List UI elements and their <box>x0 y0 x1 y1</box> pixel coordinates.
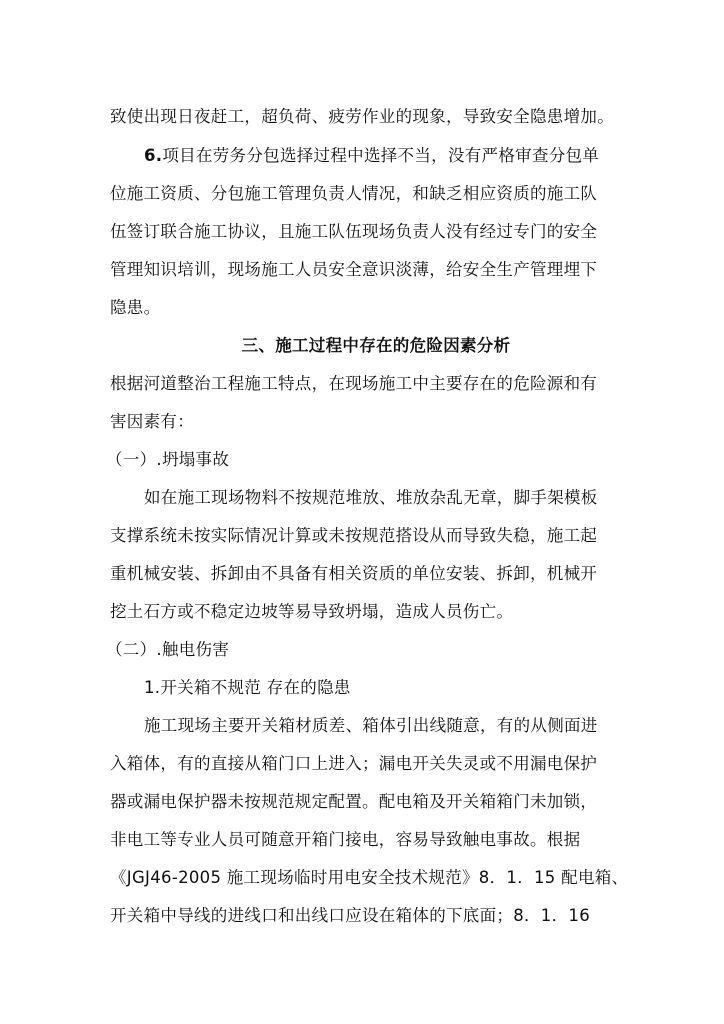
paragraph-line: 根据河道整治工程施工特点，在现场施工中主要存在的危险源和有 <box>110 374 598 393</box>
item-number: 6. <box>144 146 163 165</box>
paragraph-line: 挖土石方或不稳定边坡等易导致坍塌，造成人员伤亡。 <box>110 602 514 621</box>
subsection-heading: （二）.触电伤害 <box>106 640 230 659</box>
paragraph-line: 开关箱中导线的进线口和出线口应设在箱体的下底面；8．1．16 <box>110 906 590 925</box>
paragraph-text: 项目在劳务分包选择过程中选择不当，没有严格审查分包单 <box>162 146 600 165</box>
list-item-heading: 1.开关箱不规范 存在的隐患 <box>144 678 351 697</box>
paragraph-line: 隐患。 <box>110 298 161 317</box>
paragraph-line: 管理知识培训，现场施工人员安全意识淡薄，给安全生产管理埋下 <box>110 260 598 279</box>
paragraph-line: 《JGJ46-2005 施工现场临时用电安全技术规范》8．1．15 配电箱、 <box>110 868 629 887</box>
section-heading: 三、施工过程中存在的危险因素分析 <box>241 336 511 355</box>
paragraph-line: 非电工等专业人员可随意开箱门接电，容易导致触电事故。根据 <box>110 830 581 849</box>
paragraph-line: 入箱体，有的直接从箱门口上进入；漏电开关失灵或不用漏电保护 <box>110 754 598 773</box>
paragraph-line: 伍签订联合施工协议，且施工队伍现场负责人没有经过专门的安全 <box>110 222 598 241</box>
paragraph-line: 致使出现日夜赶工，超负荷、疲劳作业的现象，导致安全隐患增加。 <box>110 107 614 126</box>
paragraph-line: 害因素有： <box>110 412 194 431</box>
paragraph-line: 重机械安装、拆卸由不具备有相关资质的单位安装、拆卸，机械开 <box>110 564 598 583</box>
paragraph-line: 位施工资质、分包施工管理负责人情况，和缺乏相应资质的施工队 <box>110 184 598 203</box>
paragraph-line: 器或漏电保护器未按规范规定配置。配电箱及开关箱箱门未加锁， <box>110 792 598 811</box>
subsection-heading: （一）.坍塌事故 <box>106 450 230 469</box>
paragraph-line: 施工现场主要开关箱材质差、箱体引出线随意，有的从侧面进 <box>144 716 598 735</box>
paragraph-line: 如在施工现场物料不按规范堆放、堆放杂乱无章，脚手架模板 <box>144 488 598 507</box>
paragraph-line <box>144 145 599 167</box>
paragraph-line: 支撑系统未按实际情况计算或未按规范搭设从而导致失稳，施工起 <box>110 526 598 545</box>
